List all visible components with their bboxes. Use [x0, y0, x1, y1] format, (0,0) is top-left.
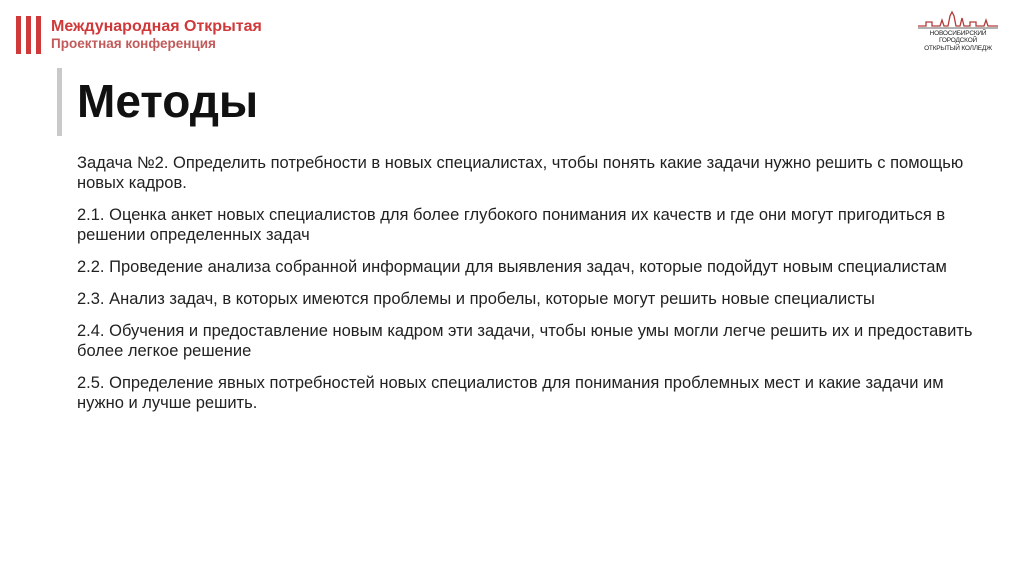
paragraph-2-2: 2.2. Проведение анализа собранной информации для выявления задач, которые подойдут новым специалистам: [77, 258, 947, 276]
paragraph-2-3: 2.3. Анализ задач, в которых имеются проблемы и пробелы, которые могут решить новые специалисты: [77, 290, 875, 308]
paragraph-2-4: 2.4. Обучения и предоставление новым кадром эти задачи, чтобы юные умы могли легче решить их и предоставить более легкое решение: [77, 322, 973, 360]
paragraph-2-5: 2.5. Определение явных потребностей новых специалистов для понимания проблемных мест и какие задачи им нужно и лучше решить.: [77, 374, 944, 412]
conference-name-line2: Проектная конференция: [51, 36, 216, 52]
slide-title: Методы: [77, 75, 259, 127]
conference-name: [51, 18, 262, 52]
paragraph-2-1: 2.1. Оценка анкет новых специалистов для более глубокого понимания их качеств и где они могут пригодиться в решении определенных задач: [77, 206, 946, 244]
college-skyline-icon: [918, 8, 998, 30]
slide-content: [77, 153, 977, 425]
conference-bars-icon: [16, 16, 41, 54]
college-logo: [918, 8, 998, 60]
college-name: [918, 30, 998, 52]
conference-logo: [16, 14, 262, 56]
paragraph-task: Задача №2. Определить потребности в новых специалистах, чтобы понять какие задачи нужно решить с помощью новых кадров.: [77, 154, 964, 192]
conference-name-line1: Международная Открытая: [51, 17, 262, 35]
college-name-line2: ОТКРЫТЫЙ КОЛЛЕДЖ: [924, 44, 992, 52]
title-accent-bar: [57, 68, 62, 136]
college-name-line1: НОВОСИБИРСКИЙ ГОРОДСКОЙ: [929, 30, 987, 45]
